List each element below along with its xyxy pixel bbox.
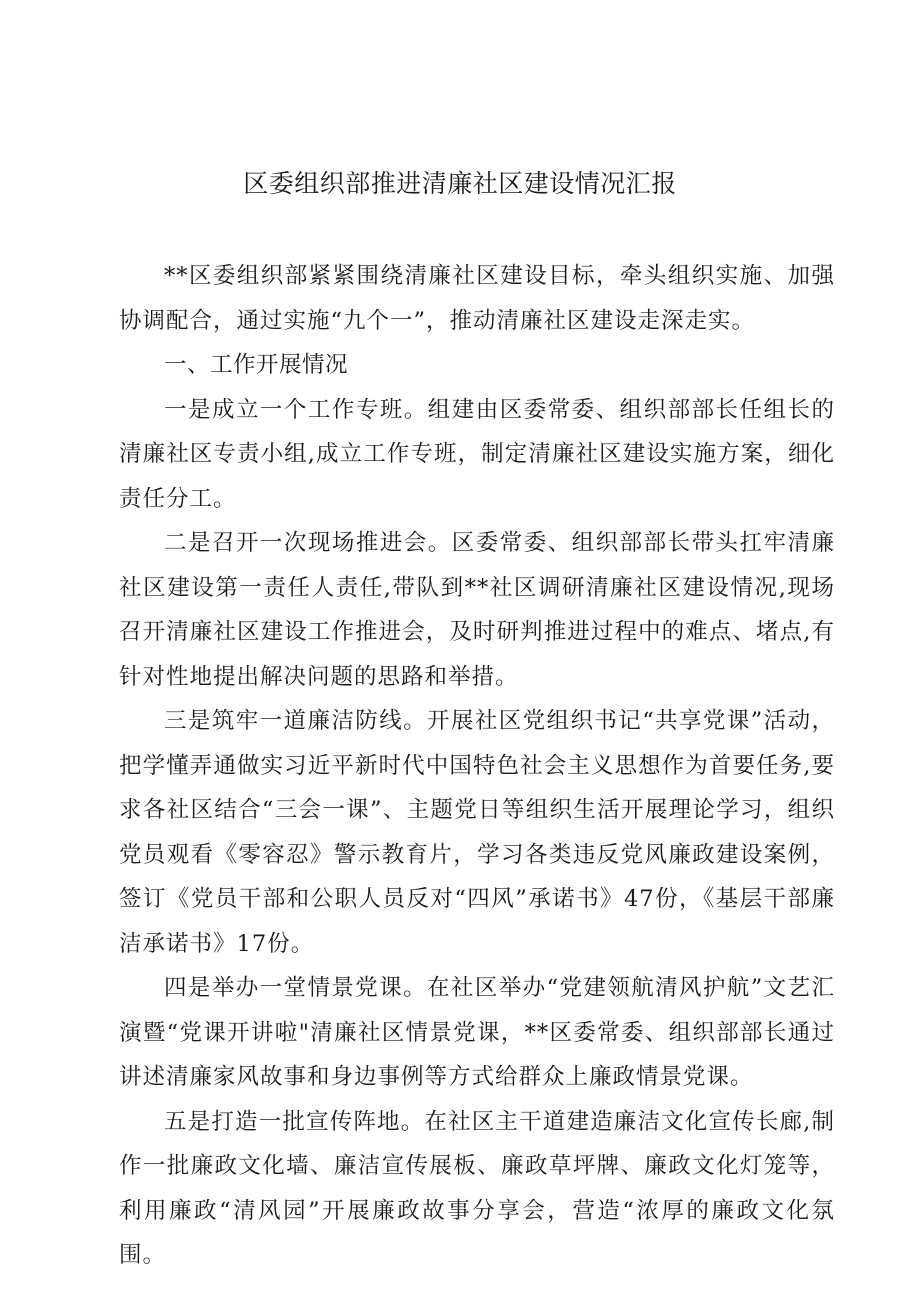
paragraph-5: 五是打造一批宣传阵地。在社区主干道建造廉洁文化宣传长廊,制作一批廉政文化墙、廉洁宣传展板、廉政草坪牌、廉政文化灯笼等，利用廉政“清风园”开展廉政故事分享会，营造“浓厚的廉政文化氛围。 [119, 1108, 835, 1268]
paragraph-4: 四是举办一堂情景党课。在社区举办“党建领航清风护航”文艺汇演暨“党课开讲啦"清廉社区情景党课，**区委常委、组织部部长通过讲述清廉家风故事和身边事例等方式给群众上廉政情景党课。 [119, 975, 835, 1090]
paragraph-1: 一是成立一个工作专班。组建由区委常委、组织部部长任组长的清廉社区专责小组,成立工作专班，制定清廉社区建设实施方案，细化责任分工。 [119, 396, 835, 512]
intro-paragraph: **区委组织部紧紧围绕清廉社区建设目标，牵头组织实施、加强协调配合，通过实施“九个一”，推动清廉社区建设走深走实。 [119, 263, 835, 334]
paragraph-3: 三是筑牢一道廉洁防线。开展社区党组织书记“共享党课”活动，把学懂弄通做实习近平新时代中国特色社会主义思想作为首要任务,要求各社区结合“三会一课”、主题党日等组织生活开展理论学习，组织党员观看《零容忍》警示教育片，学习各类违反党风廉政建设案例，签订《党员干部和公职人员反对“四风”承诺书》47份，《基层干部廉洁承诺书》17份。 [119, 708, 835, 957]
document-title: 区委组织部推进清廉社区建设情况汇报 [243, 169, 677, 198]
section-heading: 一、工作开展情况 [164, 352, 349, 378]
paragraph-2: 二是召开一次现场推进会。区委常委、组织部部长带头扛牢清廉社区建设第一责任人责任,带队到**社区调研清廉社区建设情况,现场召开清廉社区建设工作推进会，及时研判推进过程中的难点、堵点,有针对性地提出解决问题的思路和举措。 [119, 530, 835, 690]
document-body [119, 254, 835, 1278]
